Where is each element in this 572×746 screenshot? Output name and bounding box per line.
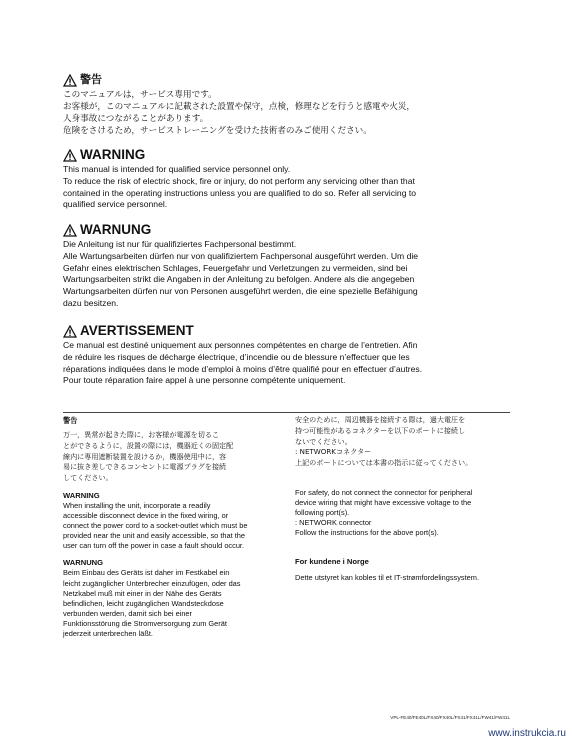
warning-de-line: Wartungsarbeiten strikt die Angaben in der Anleitung zu befolgen. Andere als die angegeben [63,274,415,285]
left-de-line: verbunden werden, damit sich bei einer [63,608,193,618]
right-no-block [295,556,525,583]
warning-en-line: contained in the operating instructions unless you are qualified to do so. Refer all servicing to [63,187,417,198]
warning-fr-title: AVERTISSEMENT [80,323,194,338]
warning-de-line: Gefahr eines elektrischen Schlages, Feuergefahr und Verletzungen zu vermeiden, sind bei [63,262,408,273]
watermark: www.instrukcia.ru [488,728,566,739]
right-column [295,415,525,584]
left-de-block [63,557,293,639]
left-en-line: provided near the unit and easily accessible, so that the [63,531,246,541]
warning-en-heading [63,147,518,163]
left-de-line: jederzeit unterbrechen läßt. [63,629,153,639]
warning-en-body [63,164,518,211]
right-ja-line: 安全のために，周辺機器を接続する際は，過大電圧を [295,415,466,424]
warning-triangle-icon [63,74,77,87]
right-en-line: Follow the instructions for the above port(s). [295,528,439,538]
right-ja-line: : NETWORKコネクター [295,447,372,457]
left-de-line: befindlichen, leicht zugänglichen Wandsteckdose [63,598,224,608]
right-en-line: For safety, do not connect the connector for peripheral [295,487,473,497]
right-en-line: : NETWORK connector [295,518,372,528]
left-ja-line: 易に抜き差しできるコンセントに電源プラグを接続 [63,462,227,472]
left-ja-line: してください。 [63,473,113,483]
left-en-line: accessible disconnect device in the fixed wiring, or [63,511,229,521]
left-en-line: connect the power cord to a socket-outlet which must be [63,521,248,531]
warning-fr-line: de réduire les risques de décharge électrique, d’incendie ou de blessure n’effectuer que les [63,351,410,362]
warning-en-line: This manual is intended for qualified service personnel only. [63,164,291,174]
warning-en-title: WARNING [80,147,146,162]
warning-de-line: Die Anleitung ist nur für qualifiziertes Fachpersonal bestimmt. [63,239,297,249]
right-ja-line: 上記のポートについては本書の指示に従ってください。 [295,458,473,468]
model-number: VPL-FE40/FE40L/FX40/FX40L/FX41/FX41L/FW41/FW41L [390,715,510,720]
left-de-line: leicht zugänglicher Unterbrecher einzufügen, oder das [63,578,241,588]
right-ja-line: 持つ可能性があるコネクターを以下のポートに接続し [295,425,466,435]
left-ja-body [63,430,293,484]
right-en-line: following port(s). [295,508,350,518]
left-en-line: When installing the unit, incorporate a readily [63,500,211,510]
warning-de-line: dazu besitzen. [63,297,119,308]
warning-ja-line: お客様が，このマニュアルに記載された設置や保守，点検，修理などを行うと感電や火災， [63,102,416,113]
right-ja-body [295,415,525,469]
left-de-line: Funktionsstörung die Stromversorgung zum Gerät [63,618,227,628]
warning-fr-section [63,323,518,387]
left-ja-block [63,415,293,484]
right-no-body [295,573,525,583]
left-de-line: Netzkabel muß mit einer in der Nähe des Geräts [63,588,222,598]
warning-de-body [63,239,518,310]
warning-de-section [63,222,518,310]
right-en-body [295,488,525,538]
warning-triangle-icon [63,149,77,162]
warning-ja-line: 危険をさけるため，サービストレーニングを受けた技術者のみご使用ください。 [63,126,372,137]
warning-en-section [63,147,518,211]
warning-en-line: qualified service personnel. [63,199,168,210]
left-en-block [63,490,293,551]
warning-ja-body [63,89,518,137]
warning-de-line: Alle Wartungsarbeiten dürfen nur von qualifiziertem Fachpersonal ausgeführt werden. Um die [63,250,419,261]
left-de-line: Beim Einbau des Geräts ist daher im Festkabel ein [63,568,230,578]
left-column [63,415,293,639]
warning-triangle-icon [63,224,77,237]
warning-en-line: To reduce the risk of electric shock, fire or injury, do not perform any servicing other than that [63,175,415,186]
left-en-body [63,501,293,551]
warning-fr-line: Pour toute réparation faire appel à une personne compétente uniquement. [63,375,346,386]
warning-fr-line: Ce manual est destiné uniquement aux personnes compétentes en charge de l’entretien. Afin [63,340,418,350]
right-ja-line: ないでください。 [295,436,352,446]
warning-triangle-icon [63,325,77,338]
right-no-title: For kundene i Norge [295,557,369,567]
warning-fr-line: réparations indiquées dans le mode d’emploi à moins d’être qualifié pour en effectuer d’autres. [63,363,423,374]
left-en-line: user can turn off the power in case a fault should occur. [63,541,245,551]
warning-de-title: WARNUNG [80,222,152,237]
left-de-title: WARNUNG [63,558,104,568]
warning-ja-heading [63,72,518,88]
left-de-body [63,568,293,639]
left-ja-line: とができるように，設置の際には，機器近くの固定配 [63,440,234,450]
left-ja-line: 線内に専用遮断装置を設けるか，機器使用中に，容 [63,451,227,461]
warning-ja-title: 警告 [80,73,102,86]
left-en-title: WARNING [63,490,100,500]
warning-ja-line: このマニュアルは，サービス専用です。 [63,90,217,100]
warning-ja-line: 人身事故につながることがあります。 [63,114,209,125]
left-ja-title: 警告 [63,416,78,425]
warning-fr-heading [63,323,518,339]
warning-de-heading [63,222,518,238]
left-ja-line: 万一，異常が起きた際に，お客様が電源を切るこ [63,430,220,439]
section-divider [63,412,510,413]
warning-de-line: Wartungsarbeiten dürfen nur von Personen ausgeführt werden, die eine spezielle Befähigung [63,286,418,297]
warning-fr-body [63,340,518,387]
warning-ja-section [63,72,518,137]
right-no-line: Dette utstyret kan kobles til et IT-strømfordelingssystem. [295,573,480,583]
right-en-line: device wiring that might have excessive voltage to the [295,498,472,508]
